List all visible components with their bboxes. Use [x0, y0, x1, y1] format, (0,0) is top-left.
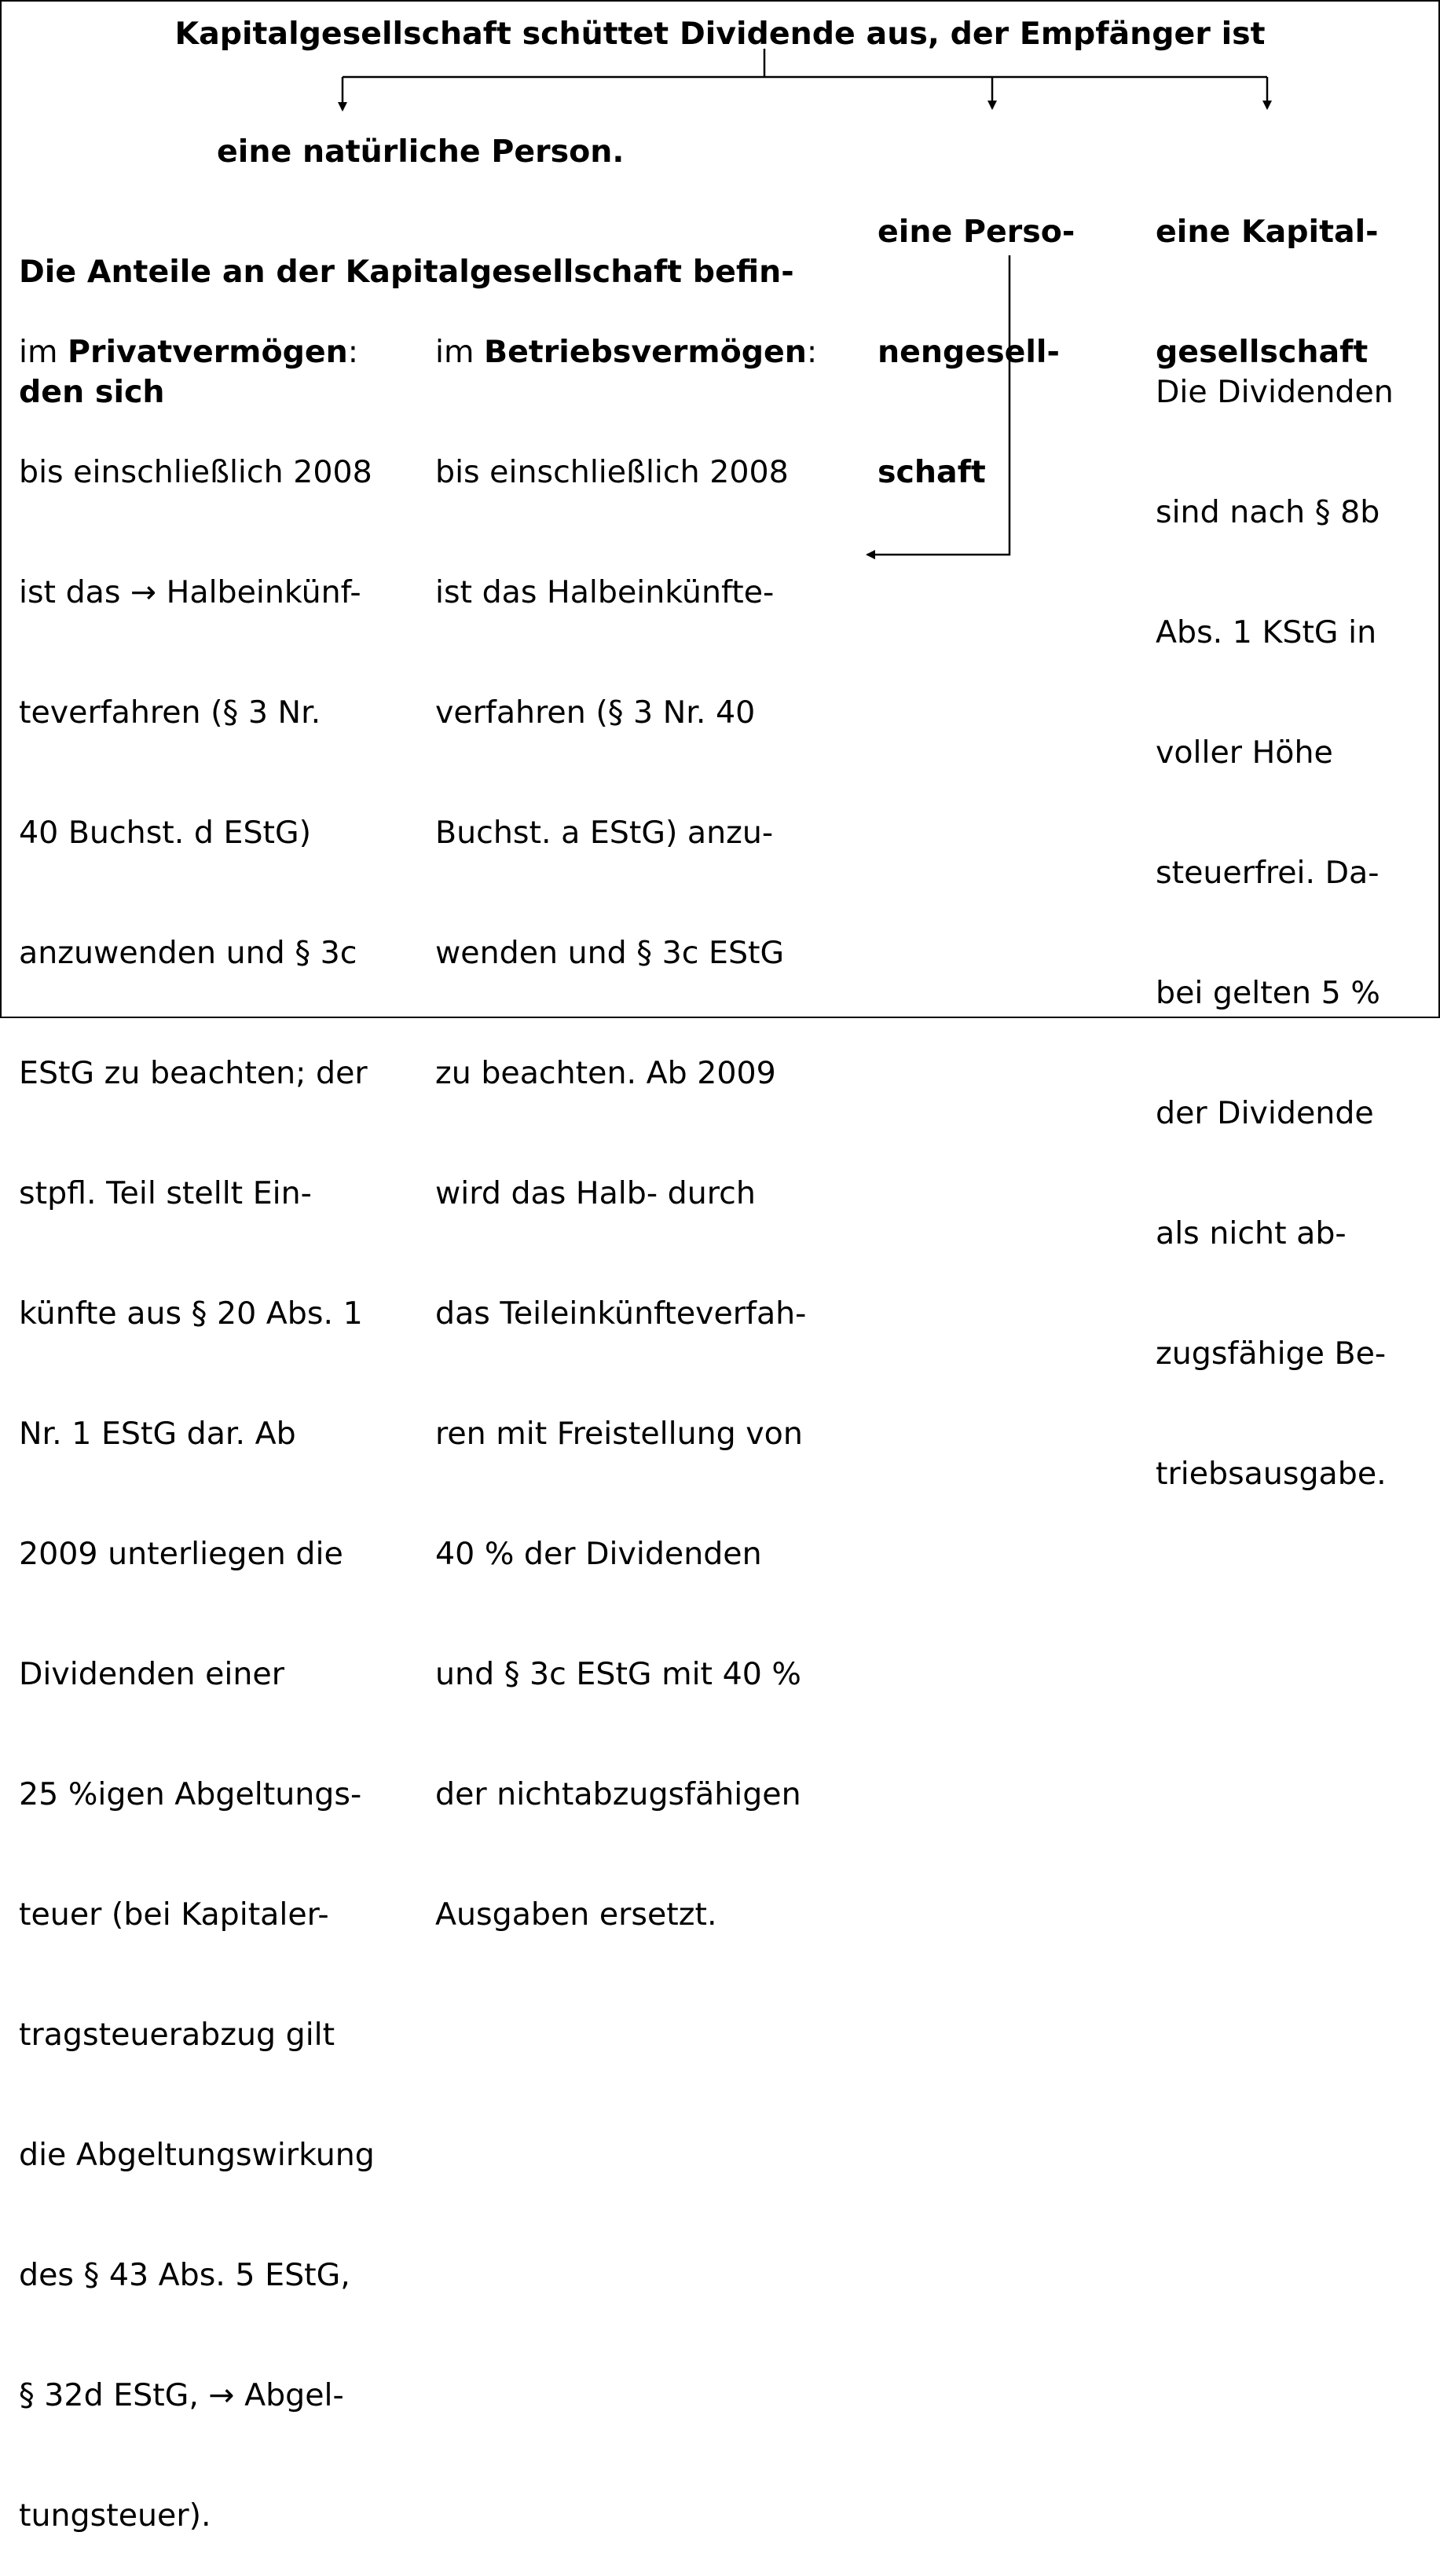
natural-person-subheading-line: Die Anteile an der Kapitalgesellschaft befin- — [19, 254, 794, 290]
business-assets-line: bis einschließlich 2008 — [435, 454, 789, 490]
business-assets-line: verfahren (§ 3 Nr. 40 — [435, 694, 756, 731]
private-assets-line: teuer (bei Kapitaler- — [19, 1896, 329, 1933]
private-assets-line: stpfl. Teil stellt Ein- — [19, 1175, 312, 1211]
private-assets-line: Dividenden einer — [19, 1656, 284, 1692]
private-assets-line: des § 43 Abs. 5 EStG, — [19, 2257, 350, 2293]
business-assets-line: ren mit Freistellung von — [435, 1416, 803, 1452]
natural-person-heading: eine natürliche Person. — [217, 134, 625, 170]
corporation-line: triebsausgabe. — [1156, 1456, 1387, 1492]
business-assets-line: ist das Halbeinkünfte- — [435, 574, 775, 610]
private-assets-lead: im — [19, 334, 68, 370]
business-assets-label: Betriebsvermögen — [484, 334, 807, 370]
business-assets-line: der nichtabzugsfähigen — [435, 1776, 801, 1812]
corporation-line: Die Dividenden — [1156, 374, 1394, 410]
private-assets-colon: : — [347, 334, 359, 370]
private-assets-line: anzuwenden und § 3c — [19, 935, 357, 971]
corporation-line: der Dividende — [1156, 1095, 1374, 1131]
private-assets-heading — [19, 332, 375, 372]
private-assets-line: bis einschließlich 2008 — [19, 454, 372, 490]
private-assets-line: die Abgeltungswirkung — [19, 2137, 375, 2173]
corporation-heading-line: eine Kapital- — [1156, 214, 1379, 250]
business-assets-line: das Teileinkünfteverfah- — [435, 1295, 807, 1332]
private-assets-line: 2009 unterliegen die — [19, 1536, 343, 1572]
corporation-line: bei gelten 5 % — [1156, 975, 1380, 1011]
private-assets-line: teverfahren (§ 3 Nr. — [19, 694, 321, 731]
private-assets-line: § 32d EStG, → Abgel- — [19, 2377, 344, 2413]
partnership-heading — [878, 132, 1075, 533]
corporation-line: sind nach § 8b — [1156, 494, 1380, 530]
private-assets-line: tungsteuer). — [19, 2497, 211, 2534]
corporation-heading-line: gesellschaft — [1156, 334, 1369, 370]
business-assets-line: und § 3c EStG mit 40 % — [435, 1656, 801, 1692]
private-assets-label: Privatvermögen — [68, 334, 348, 370]
business-assets-line: Buchst. a EStG) anzu- — [435, 815, 774, 851]
private-assets-block — [19, 252, 375, 2576]
corporation-line: Abs. 1 KStG in — [1156, 614, 1377, 650]
corporation-line: zugsfähige Be- — [1156, 1336, 1387, 1372]
business-assets-heading — [435, 332, 817, 372]
private-assets-line: ist das → Halbeinkünf- — [19, 574, 361, 610]
business-assets-line: 40 % der Dividenden — [435, 1536, 762, 1572]
partnership-heading-line: nengesell- — [878, 334, 1060, 370]
business-assets-block — [435, 252, 817, 1975]
partnership-heading-line: schaft — [878, 454, 986, 490]
natural-person-subheading-line: den sich — [19, 374, 165, 410]
business-assets-line: wird das Halb- durch — [435, 1175, 756, 1211]
corporation-line: voller Höhe — [1156, 735, 1333, 771]
private-assets-line: 40 Buchst. d EStG) — [19, 815, 312, 851]
private-assets-line: 25 %igen Abgeltungs- — [19, 1776, 362, 1812]
business-assets-lead: im — [435, 334, 485, 370]
corporation-line: steuerfrei. Da- — [1156, 855, 1380, 891]
corporation-line: als nicht ab- — [1156, 1215, 1347, 1251]
private-assets-line: künfte aus § 20 Abs. 1 — [19, 1295, 363, 1332]
private-assets-line: tragsteuerabzug gilt — [19, 2017, 335, 2053]
private-assets-line: EStG zu beachten; der — [19, 1055, 368, 1091]
business-assets-line: zu beachten. Ab 2009 — [435, 1055, 776, 1091]
partnership-heading-line: eine Perso- — [878, 214, 1075, 250]
business-assets-line: Ausgaben ersetzt. — [435, 1896, 717, 1933]
diagram-title: Kapitalgesellschaft schüttet Dividende aus, der Empfänger ist — [174, 16, 1266, 52]
business-assets-colon: : — [806, 334, 818, 370]
private-assets-line: Nr. 1 EStG dar. Ab — [19, 1416, 296, 1452]
corporation-block — [1156, 292, 1394, 1534]
business-assets-line: wenden und § 3c EStG — [435, 935, 785, 971]
